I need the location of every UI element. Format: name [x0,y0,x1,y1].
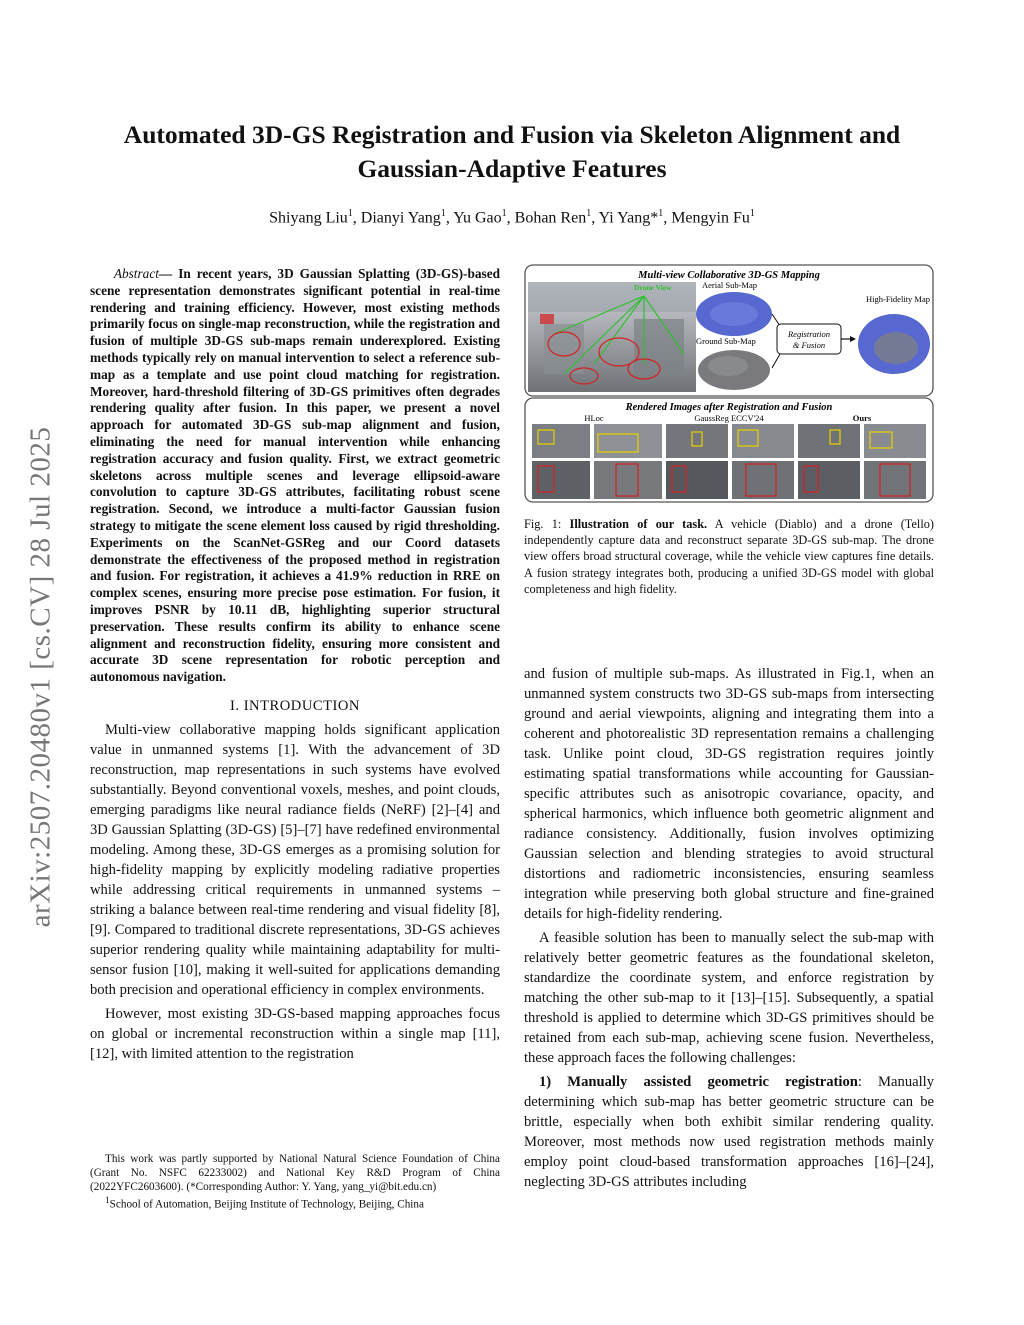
intro-paragraph-2: However, most existing 3D-GS-based mapping approaches focus on global or incremental reconstruction within a single map [11], [12], with limited attention to the registration [90,1005,500,1062]
author: Yu Gao [453,209,502,227]
figure-bottom-title: Rendered Images after Registration and Fusion [625,402,833,413]
high-fidelity-map-label: High-Fidelity Map [866,294,930,304]
method-label-hloc: HLoc [584,413,604,423]
abstract-text: In recent years, 3D Gaussian Splatting (3D-GS)-based scene representation demonstrates significant potential in real-time rendering and training efficiency. However, most existing methods primarily focus on single-map reconstruction, while the registration and fusion of multiple 3D-GS sub-maps remain underexplored. Existing methods typically rely on manual intervention to select a reference sub-map as a template and use point cloud matching for registration. Moreover, hard-threshold filtering of 3D-GS primitives often degrades rendering quality after fusion. In this paper, we present a novel approach for automated 3D-GS sub-map alignment and fusion, eliminating the need for manual intervention while enhancing registration accuracy and fusion quality. First, we extract geometric skeletons across multiple scenes and leverage ellipsoid-aware convolution to capture 3D-GS attributes, facilitating robust scene registration. Second, we introduce a multi-factor Gaussian fusion strategy to mitigate the scene element loss caused by rigid thresholding. Experiments on the ScanNet-GSReg and our Coord datasets demonstrate the effectiveness of the proposed method in registration and fusion. For registration, it achieves a 41.9% reduction in RRE on complex scenes, ensuring more precise pose estimation. For fusion, it improves PSNR by 10.11 dB, highlighting superior structural preservation. These results confirm its ability to enhance scene alignment and reconstruction fidelity, ensuring more consistent and accurate 3D scene representation for robotic perception and autonomous navigation. [90,266,500,685]
drone-view-label: Drone View [634,283,672,292]
figure-1-caption [524,516,934,597]
challenge-1-heading: 1) Manually assisted geometric registration [539,1074,858,1090]
abstract-label: Abstract [113,266,159,281]
title-line-2: Gaussian-Adaptive Features [357,154,667,183]
aerial-submap-label: Aerial Sub-Map [702,280,758,290]
author: Shiyang Liu [269,209,348,227]
arxiv-id: arXiv:2507.20480v1 [cs.CV] 28 Jul 2025 [24,426,57,928]
section-heading-introduction: I. INTRODUCTION [230,697,360,714]
method-label-ours: Ours [852,413,872,423]
right-paragraph-1: and fusion of multiple sub-maps. As illustrated in Fig.1, when an unmanned system constructs two 3D-GS sub-maps from intersecting ground and aerial viewpoints, aligning and integrating them into a coherent and photorealistic 3D representation remains a challenging task. Unlike point cloud, 3D-GS registration requires jointly estimating spatial transformations while accounting for Gaussian-specific attributes such as anisotropic covariance, opacity, and spherical harmonics, which influence both geometric alignment and radiance consistency. Additionally, fusion involves optimizing Gaussian selection and blending strategies to avoid structural distortions and radiometric inconsistencies, ensuring seamless integration while preserving both global structure and fine-grained details for high-fidelity rendering. [524,666,934,922]
arxiv-sidebar-stamp [16,372,66,982]
caption-bold: Illustration of our task. [569,517,708,531]
author: Bohan Ren [514,209,587,227]
right-paragraph-2: A feasible solution has been to manually select the sub-map with relatively better geometric features as the foundational skeleton, standardize the coordinate system, and enforce registration by matching the other sub-map to it [13]–[15]. Subsequently, a spatial threshold is applied to determine which 3D-GS primitives should be retained from each sub-map, achieving scene fusion. Nevertheless, these approach faces the following challenges: [524,930,934,1066]
author-list: Shiyang Liu$^1$, Dianyi Yang$^1$, Yu Gao$^1$, Bohan Ren$^1$, Yi Yang*$^1$, Mengyin Fu$^1$ [269,208,755,227]
caption-label: Fig. 1: [524,517,562,531]
ground-submap-label: Ground Sub-Map [696,336,756,346]
registration-label-line-1: Registration [787,329,831,339]
paper-title [80,118,944,186]
funding-note: This work was partly supported by National Natural Science Foundation of China (Grant No. NSFC 62233002) and National Key R&D Program of China (2022YFC2603600). (*Corresponding Author: Y. Yang, yang_yi@bit.edu.cn) [90,1153,500,1193]
method-label-gaussreg: GaussReg ECCV'24 [694,413,764,423]
author: Yi Yang* [598,209,659,227]
registration-label-line-2: & Fusion [792,340,826,350]
author: Dianyi Yang [360,209,441,227]
figure-top-title: Multi-view Collaborative 3D-GS Mapping [638,270,820,281]
figure-1 [524,264,934,504]
intro-paragraph-1: Multi-view collaborative mapping holds significant application value in unmanned systems [1]. With the advancement of 3D reconstruction, map representations in such systems have evolved substantially. Beyond conventional voxels, meshes, and point clouds, emerging paradigms like neural radiance fields (NeRF) [2]–[4] and 3D Gaussian Splatting (3D-GS) [5]–[7] have redefined environmental modeling. Among these, 3D-GS emerges as a promising solution for high-fidelity mapping by explicitly modeling radiative properties while addressing critical requirements in unmanned systems – striking a balance between real-time rendering and visual fidelity [8], [9]. Compared to traditional discrete representations, 3D-GS achieves superior rendering quality while maintaining adaptability for multi-sensor fusion [10], making it well-suited for applications demanding both precision and operational efficiency in complex environments. [90,721,500,998]
title-line-1: Automated 3D-GS Registration and Fusion via Skeleton Alignment and [123,120,901,149]
footnote [90,1152,500,1212]
right-column-body [524,664,934,1192]
left-column [90,266,500,1064]
affiliation-note: $^1$School of Automation, Beijing Institute of Technology, Beijing, China [105,1196,424,1211]
caption-text: A vehicle (Diablo) and a drone (Tello) independently capture data and reconstruct separate 3D-GS sub-map. The drone view offers broad structural coverage, while the vehicle view captures fine details. A fusion strategy integrates both, producing a unified 3D-GS model with global completeness and high fidelity. [524,517,934,596]
author: Mengyin Fu [671,209,750,227]
right-paragraph-3: 1) Manually assisted geometric registration: Manually determining which sub-map has better geometric structure can be brittle, especially when both exhibit similar rendering quality. Moreover, most methods now used registration methods mainly employ point cloud-based transformation approaches [16]–[24], neglecting 3D-GS attributes including [524,1074,934,1190]
abstract: Abstract— In recent years, 3D Gaussian Splatting (3D-GS)-based scene representation demonstrates significant potential in real-time rendering and training efficiency. However, most existing methods primarily focus on single-map reconstruction, while the registration and fusion of multiple 3D-GS sub-maps remain underexplored. Existing methods typically rely on manual intervention to select a reference sub-map as a template and use point cloud matching for registration. Moreover, hard-threshold filtering of 3D-GS primitives often degrades rendering quality after fusion. In this paper, we present a novel approach for automated 3D-GS sub-map alignment and fusion, eliminating the need for manual intervention while enhancing registration accuracy and fusion quality. First, we extract geometric skeletons across multiple scenes and leverage ellipsoid-aware convolution to capture 3D-GS attributes, facilitating robust scene registration. Second, we introduce a multi-factor Gaussian fusion strategy to mitigate the scene element loss caused by rigid thresholding. Experiments on the ScanNet-GSReg and our Coord datasets demonstrate the effectiveness of the proposed method in registration and fusion. For registration, it achieves a 41.9% reduction in RRE on complex scenes, ensuring more precise pose estimation. For fusion, it improves PSNR by 10.11 dB, highlighting superior structural preservation. These results confirm its ability to enhance scene alignment and reconstruction fidelity, ensuring more consistent and accurate 3D scene representation for robotic perception and autonomous navigation. [90,266,500,685]
